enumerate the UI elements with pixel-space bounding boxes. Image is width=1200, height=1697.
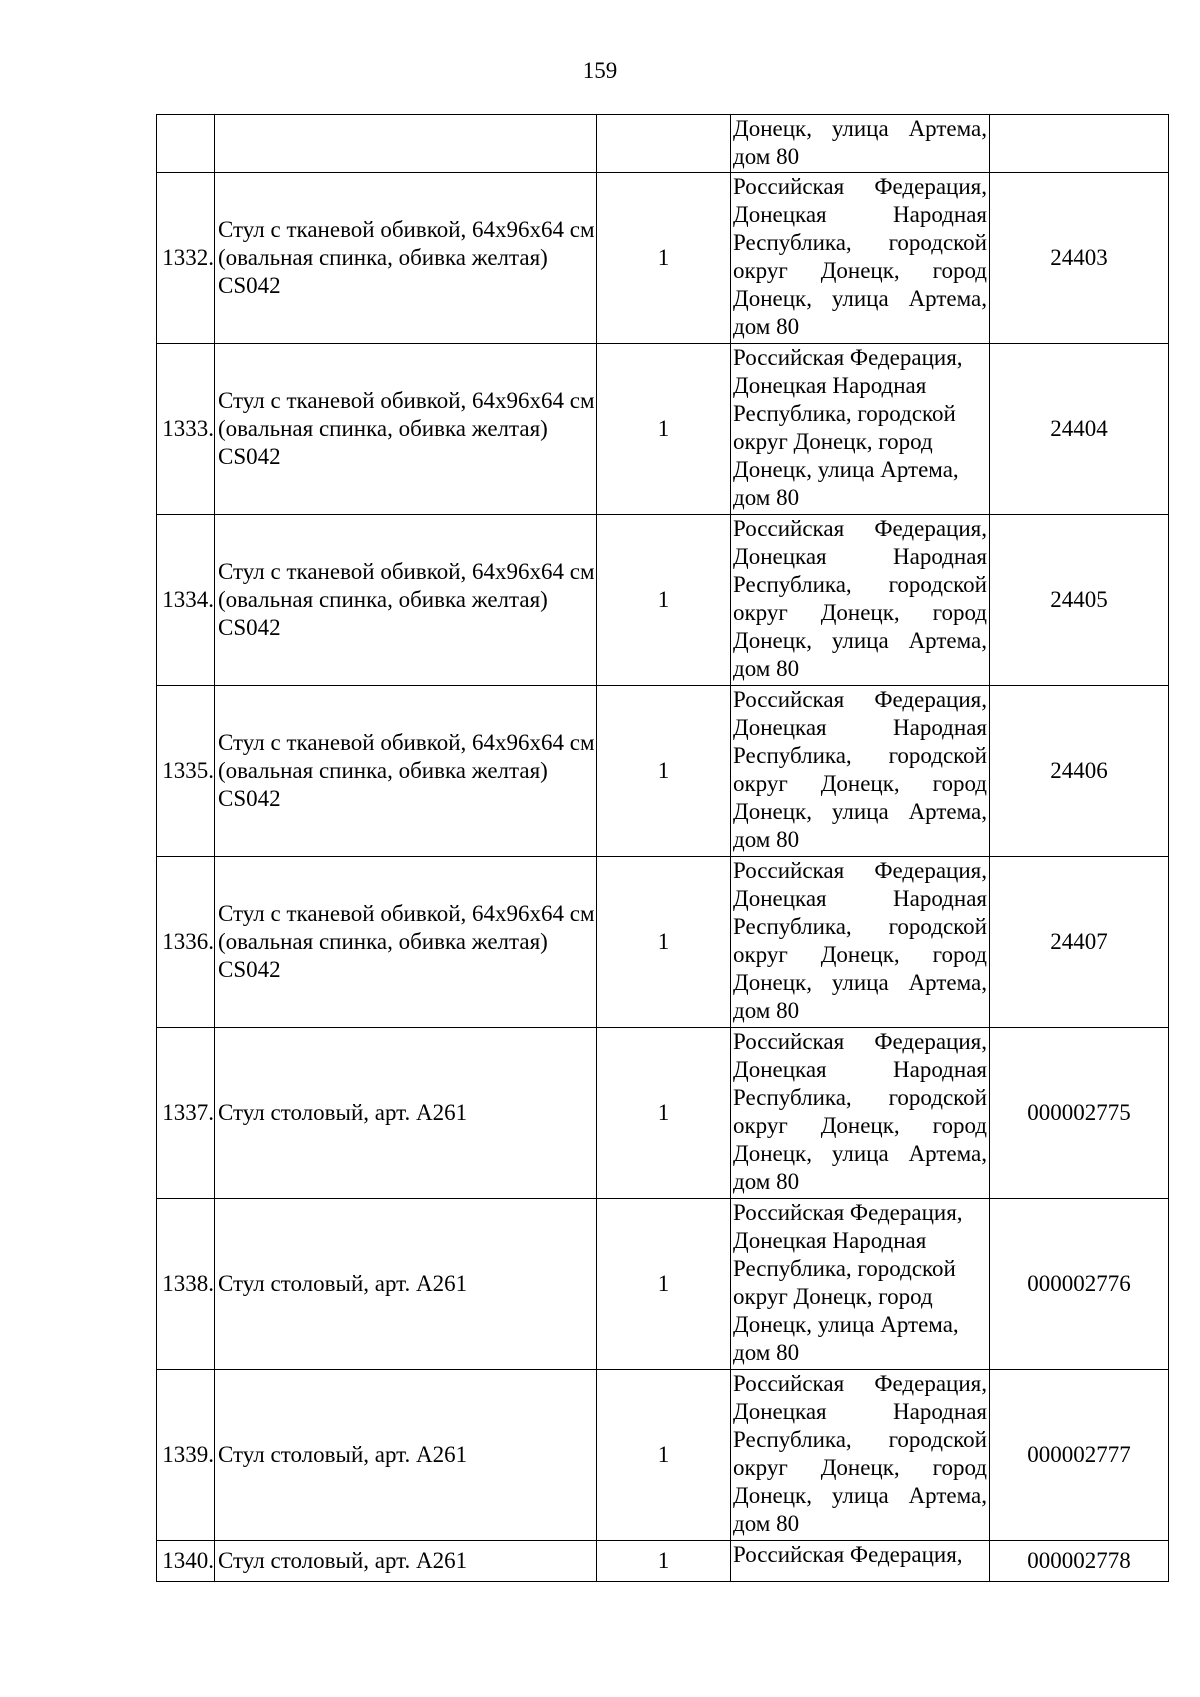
item-number-cell: 1335.	[157, 686, 215, 857]
address-line: Донецк, улица Артема,	[733, 970, 987, 995]
address-cell	[731, 1541, 990, 1582]
address-line: Донецкая Народная	[733, 202, 987, 227]
address-line: Донецкая Народная	[733, 373, 927, 398]
table-row	[157, 857, 1169, 1028]
item-number-cell: 1333.	[157, 344, 215, 515]
address-cell	[731, 515, 990, 686]
table-row	[157, 1028, 1169, 1199]
item-number-cell: 1336.	[157, 857, 215, 1028]
address-line: Российская Федерация,	[733, 516, 987, 541]
inventory-code-cell: 000002776	[990, 1199, 1169, 1370]
address-line: Донецк, улица Артема,	[733, 286, 987, 311]
address-line: Донецк, улица Артема,	[733, 1141, 987, 1166]
address-line: округ Донецк, город	[733, 1455, 987, 1480]
address-line: дом 80	[733, 827, 800, 852]
address-line: Республика, городской	[733, 230, 987, 255]
table-body	[157, 115, 1169, 1582]
item-name-cell: Стул с тканевой обивкой, 64x96x64 см (овальная спинка, обивка желтая) CS042	[215, 173, 597, 344]
quantity-cell: 1	[597, 1370, 731, 1541]
quantity-cell: 1	[597, 1028, 731, 1199]
address-line: округ Донецк, город	[733, 258, 987, 283]
address-cell	[731, 1199, 990, 1370]
address-line: дом 80	[733, 1511, 800, 1536]
item-number-cell: 1339.	[157, 1370, 215, 1541]
address-cell	[731, 173, 990, 344]
address-line: Российская Федерация,	[733, 174, 987, 199]
address-line: округ Донецк, город	[733, 1113, 987, 1138]
address-cell	[731, 1370, 990, 1541]
item-number-cell: 1340.	[157, 1541, 215, 1582]
address-line: Донецкая Народная	[733, 1399, 987, 1424]
address-line: округ Донецк, город	[733, 942, 987, 967]
address-line: Российская Федерация,	[733, 858, 987, 883]
inventory-table	[156, 114, 1169, 1582]
table-row	[157, 1199, 1169, 1370]
inventory-code-cell: 24407	[990, 857, 1169, 1028]
item-number-cell: 1338.	[157, 1199, 215, 1370]
inventory-code-cell	[990, 115, 1169, 173]
inventory-code-cell: 24404	[990, 344, 1169, 515]
address-line: Российская Федерация,	[733, 1542, 963, 1567]
quantity-cell	[597, 115, 731, 173]
inventory-code-cell: 000002778	[990, 1541, 1169, 1582]
address-line: дом 80	[733, 144, 800, 169]
address-line: дом 80	[733, 998, 800, 1023]
address-line: Донецк, улица Артема,	[733, 1312, 959, 1337]
address-line: Республика, городской	[733, 401, 956, 426]
inventory-code-cell: 24405	[990, 515, 1169, 686]
address-line: Республика, городской	[733, 572, 987, 597]
item-name-cell: Стул с тканевой обивкой, 64x96x64 см (овальная спинка, обивка желтая) CS042	[215, 515, 597, 686]
address-line: округ Донецк, город	[733, 771, 987, 796]
address-cell	[731, 344, 990, 515]
address-line: Донецкая Народная	[733, 1228, 927, 1253]
address-line: дом 80	[733, 485, 800, 510]
address-line: Донецкая Народная	[733, 886, 987, 911]
page-number: 159	[582, 58, 618, 83]
table-row	[157, 1370, 1169, 1541]
address-cell	[731, 1028, 990, 1199]
inventory-code-cell: 000002775	[990, 1028, 1169, 1199]
item-name-cell: Стул с тканевой обивкой, 64x96x64 см (овальная спинка, обивка желтая) CS042	[215, 344, 597, 515]
table-row	[157, 173, 1169, 344]
table-row	[157, 1541, 1169, 1582]
address-line: Республика, городской	[733, 743, 987, 768]
quantity-cell: 1	[597, 1541, 731, 1582]
address-line: дом 80	[733, 1169, 800, 1194]
item-number-cell: 1334.	[157, 515, 215, 686]
item-name-cell: Стул столовый, арт. A261	[215, 1028, 597, 1199]
quantity-cell: 1	[597, 1199, 731, 1370]
table-row	[157, 686, 1169, 857]
address-line: округ Донецк, город	[733, 429, 933, 454]
quantity-cell: 1	[597, 515, 731, 686]
address-line: Донецкая Народная	[733, 544, 987, 569]
table-row	[157, 344, 1169, 515]
address-line: Республика, городской	[733, 1085, 987, 1110]
item-name-cell: Стул столовый, арт. A261	[215, 1199, 597, 1370]
address-line: Донецк, улица Артема,	[733, 1483, 987, 1508]
item-number-cell: 1337.	[157, 1028, 215, 1199]
quantity-cell: 1	[597, 344, 731, 515]
address-line: Донецкая Народная	[733, 715, 987, 740]
item-name-cell: Стул столовый, арт. A261	[215, 1541, 597, 1582]
address-line: Донецк, улица Артема,	[733, 457, 959, 482]
address-line: Донецк, улица Артема,	[733, 799, 987, 824]
address-line: Российская Федерация,	[733, 1200, 963, 1225]
inventory-code-cell: 24403	[990, 173, 1169, 344]
quantity-cell: 1	[597, 857, 731, 1028]
address-line: дом 80	[733, 1340, 800, 1365]
address-line: Донецкая Народная	[733, 1057, 987, 1082]
item-name-cell: Стул столовый, арт. A261	[215, 1370, 597, 1541]
address-line: дом 80	[733, 656, 800, 681]
address-line: Республика, городской	[733, 914, 987, 939]
item-number-cell: 1332.	[157, 173, 215, 344]
item-name-cell: Стул с тканевой обивкой, 64x96x64 см (овальная спинка, обивка желтая) CS042	[215, 857, 597, 1028]
table-row	[157, 115, 1169, 173]
item-name-cell: Стул с тканевой обивкой, 64x96x64 см (овальная спинка, обивка желтая) CS042	[215, 686, 597, 857]
inventory-code-cell: 000002777	[990, 1370, 1169, 1541]
address-line: Донецк, улица Артема,	[733, 628, 987, 653]
address-line: Республика, городской	[733, 1256, 956, 1281]
address-line: округ Донецк, город	[733, 600, 987, 625]
quantity-cell: 1	[597, 686, 731, 857]
address-line: дом 80	[733, 314, 800, 339]
inventory-code-cell: 24406	[990, 686, 1169, 857]
address-line: Российская Федерация,	[733, 687, 987, 712]
address-line: Российская Федерация,	[733, 1029, 987, 1054]
item-name-cell	[215, 115, 597, 173]
address-line: Республика, городской	[733, 1427, 987, 1452]
address-cell	[731, 115, 990, 173]
address-cell	[731, 857, 990, 1028]
address-line: Российская Федерация,	[733, 345, 963, 370]
address-line: Донецк, улица Артема,	[733, 116, 987, 141]
table-row	[157, 515, 1169, 686]
address-cell	[731, 686, 990, 857]
quantity-cell: 1	[597, 173, 731, 344]
address-line: Российская Федерация,	[733, 1371, 987, 1396]
address-line: округ Донецк, город	[733, 1284, 933, 1309]
item-number-cell	[157, 115, 215, 173]
